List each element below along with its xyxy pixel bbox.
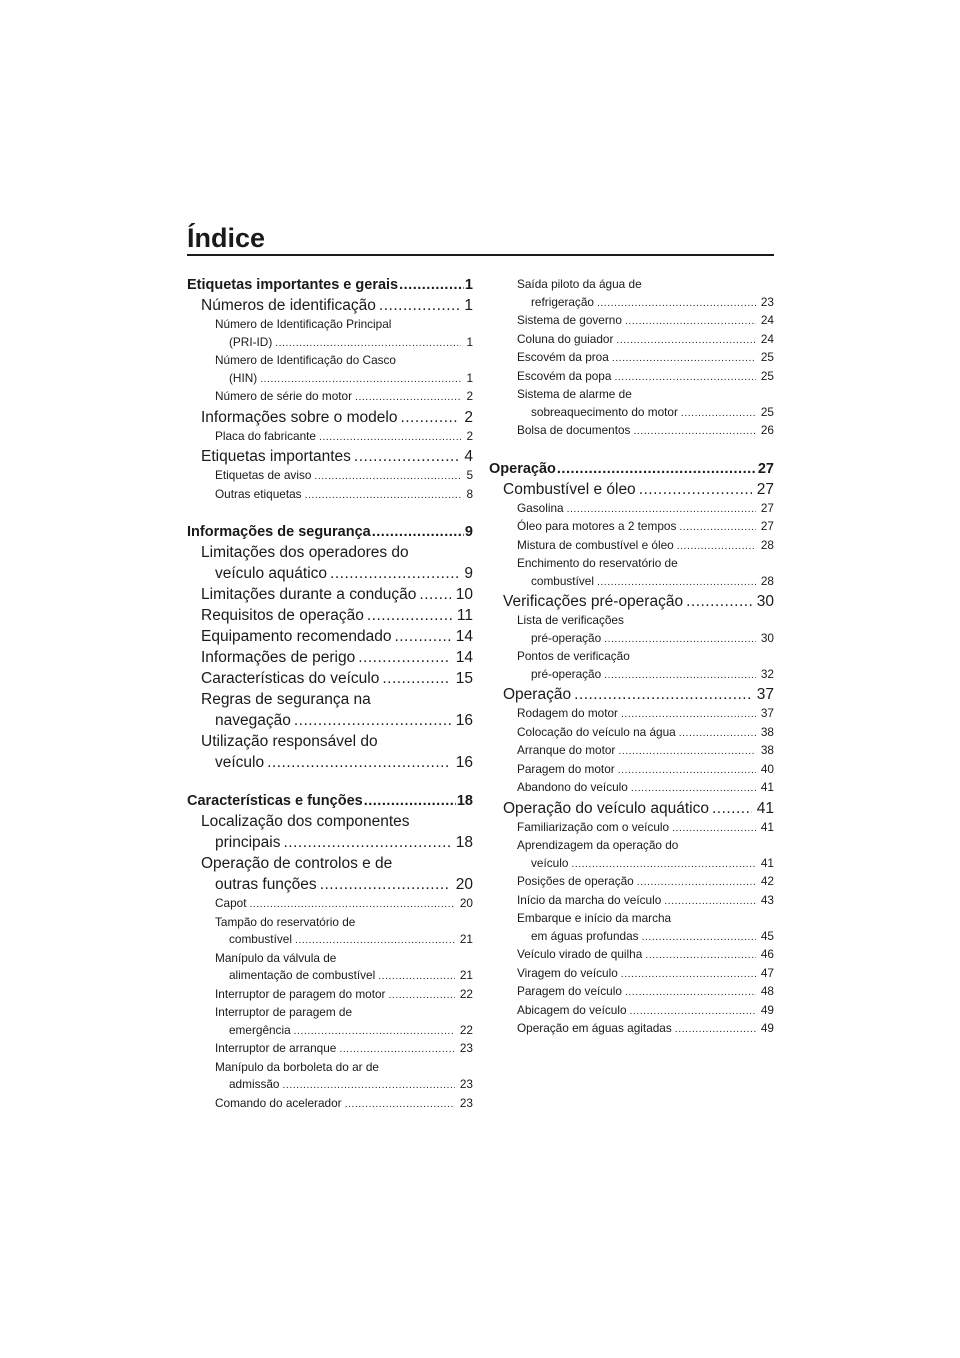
toc-page-number: 41: [756, 799, 774, 817]
toc-subsection[interactable]: [489, 630, 774, 649]
toc-page-number: 21: [459, 968, 473, 982]
toc-section[interactable]: [187, 605, 473, 626]
toc-subsection[interactable]: [489, 312, 774, 331]
dot-leader: [612, 350, 756, 368]
toc-page-number: 48: [760, 984, 774, 998]
toc-page-number: 20: [459, 896, 473, 910]
dot-leader: [339, 1041, 455, 1059]
toc-entry-text: Arranque do motor: [517, 743, 616, 757]
toc-section[interactable]: [187, 563, 473, 584]
dot-leader: [642, 929, 756, 947]
toc-page-number: 27: [760, 500, 774, 515]
toc-section[interactable]: [187, 446, 473, 467]
toc-entry-text: Etiquetas importantes: [201, 448, 351, 465]
toc-entry-text: Veículo virado de quilha: [517, 947, 643, 961]
toc-entry-text: Paragem do veículo: [517, 984, 622, 998]
toc-entry-text: Número de Identificação Principal: [215, 317, 392, 331]
toc-page-number: 41: [760, 855, 774, 870]
toc-page-number: 23: [459, 1095, 473, 1110]
toc-entry-text: Abicagem do veículo: [517, 1002, 627, 1017]
toc-page-number: 28: [760, 537, 774, 552]
dot-leader: [379, 295, 459, 316]
toc-entry-text: Características e funções: [187, 793, 363, 809]
toc-entry-text: principais: [215, 834, 281, 851]
dot-leader: [400, 407, 459, 428]
dot-leader: [382, 668, 450, 689]
toc-page-number: 38: [760, 724, 774, 739]
toc-section[interactable]: [489, 684, 774, 705]
toc-section[interactable]: [187, 626, 473, 647]
toc-section[interactable]: [489, 798, 774, 819]
toc-entry-text: Interruptor de arranque: [215, 1041, 337, 1055]
toc-page-number: 9: [464, 565, 473, 582]
toc-entry-text: Lista de verificações: [517, 613, 624, 627]
toc-page-number: 1: [464, 297, 473, 314]
toc-page-number: 43: [760, 892, 774, 907]
toc-page-number: 22: [459, 986, 473, 1001]
toc-page-number: 10: [455, 586, 473, 603]
dot-leader: [604, 631, 756, 649]
toc-section[interactable]: [187, 874, 473, 895]
toc-entry-text: em águas profundas: [531, 928, 639, 943]
dot-leader: [367, 605, 452, 626]
toc-section[interactable]: [187, 731, 473, 752]
toc-entry-text: veículo: [531, 855, 569, 870]
toc-section[interactable]: [187, 584, 473, 605]
toc-entry-text: pré-operação: [531, 666, 602, 681]
toc-page-number: 16: [455, 712, 473, 729]
toc-subsection[interactable]: [489, 761, 774, 780]
dot-leader: [295, 932, 455, 950]
dot-leader: [389, 987, 455, 1005]
dot-leader: [378, 968, 455, 986]
dot-leader: [320, 874, 451, 895]
toc-chapter[interactable]: [187, 276, 473, 295]
title-rule: [187, 254, 774, 256]
toc-subsection[interactable]: [187, 1040, 473, 1059]
toc-subsection[interactable]: [489, 422, 774, 441]
toc-entry-text: Equipamento recomendado: [201, 628, 392, 645]
toc-entry-text: Número de série do motor: [215, 389, 353, 403]
dot-leader: [597, 574, 756, 592]
toc-subsection[interactable]: [489, 666, 774, 685]
toc-subsection[interactable]: [489, 819, 774, 838]
toc-subsection[interactable]: [489, 855, 774, 874]
toc-entry-text: Informações de perigo: [201, 649, 356, 666]
toc-page-number: 21: [459, 932, 473, 946]
toc-section[interactable]: [489, 591, 774, 612]
toc-subsection[interactable]: [489, 1020, 774, 1039]
toc-page-number: 49: [760, 1021, 774, 1035]
toc-subsection[interactable]: [187, 428, 473, 447]
toc-subsection[interactable]: [489, 1002, 774, 1021]
page-title: Índice: [187, 223, 266, 253]
toc-subsection[interactable]: [187, 1004, 473, 1022]
dot-leader: [686, 591, 752, 612]
dot-leader: [399, 276, 464, 295]
toc-entry-text: Viragem do veículo: [517, 965, 618, 980]
toc-entry-text: navegação: [215, 712, 291, 729]
toc-entry-text: Requisitos de operação: [201, 607, 364, 624]
toc-entry-text: combustível: [531, 573, 594, 588]
toc-entry-text: Interruptor de paragem do motor: [215, 986, 386, 1001]
toc-page-number: 28: [760, 573, 774, 588]
toc-entry-text: Comando do acelerador: [215, 1095, 342, 1110]
toc-page-number: 45: [760, 928, 774, 943]
toc-subsection[interactable]: [489, 910, 774, 928]
toc-section[interactable]: [187, 752, 473, 773]
toc-entry-text: alimentação de combustível: [229, 968, 376, 982]
toc-entry-text: Embarque e início da marcha: [517, 911, 672, 925]
toc-subsection[interactable]: [489, 837, 774, 855]
dot-leader: [557, 460, 757, 479]
toc-entry-text: (PRI-ID): [229, 334, 273, 349]
dot-leader: [633, 423, 755, 441]
toc-page-number: 23: [459, 1077, 473, 1091]
toc-entry-text: Regras de segurança na: [201, 691, 371, 708]
toc-entry-text: Operação: [503, 686, 572, 703]
toc-entry-text: Características do veículo: [201, 670, 380, 687]
toc-entry-text: emergência: [229, 1022, 291, 1037]
toc-page-number: 1: [466, 334, 473, 349]
toc-entry-text: Familiarização com o veículo: [517, 819, 670, 834]
toc-subsection[interactable]: [187, 1059, 473, 1077]
toc-entry-text: Etiquetas importantes e gerais: [187, 277, 399, 293]
dot-leader: [630, 1003, 756, 1021]
dot-leader: [267, 752, 451, 773]
toc-entry-text: Operação: [489, 460, 556, 477]
toc-subsection[interactable]: [187, 986, 473, 1005]
toc-subsection[interactable]: [187, 950, 473, 968]
toc-chapter[interactable]: [187, 523, 473, 542]
toc-entry-text: pré-operação: [531, 630, 602, 645]
toc-entry-text: Números de identificação: [201, 297, 376, 314]
dot-leader: [372, 523, 464, 542]
toc-subsection[interactable]: [489, 612, 774, 630]
toc-section[interactable]: [187, 647, 473, 668]
toc-subsection[interactable]: [489, 349, 774, 368]
toc-entry-text: Operação de controlos e de: [201, 855, 393, 872]
section-gap: [187, 773, 473, 792]
toc-entry-text: Pontos de verificação: [517, 649, 630, 663]
toc-subsection[interactable]: [489, 724, 774, 743]
toc-page-number: 38: [760, 743, 774, 757]
dot-leader: [275, 335, 461, 353]
toc-page-number: 2: [466, 428, 473, 443]
dot-leader: [681, 405, 756, 423]
dot-leader: [679, 725, 756, 743]
toc-page-number: 25: [760, 404, 774, 419]
toc-subsection[interactable]: [489, 294, 774, 313]
toc-page-number: 18: [456, 793, 473, 809]
toc-entry-text: Colocação do veículo na água: [517, 724, 676, 739]
toc-page-number: 46: [760, 947, 774, 961]
toc-chapter[interactable]: [187, 792, 473, 811]
dot-leader: [679, 519, 756, 537]
toc-entry-text: Placa do fabricante: [215, 428, 316, 443]
dot-leader: [571, 856, 755, 874]
toc-entry-text: Operação em águas agitadas: [517, 1021, 672, 1035]
toc-page-number: 30: [756, 593, 774, 610]
dot-leader: [597, 295, 756, 313]
toc-page-number: 14: [455, 628, 473, 645]
dot-leader: [637, 874, 756, 892]
toc-subsection[interactable]: [187, 895, 473, 914]
toc-subsection[interactable]: [187, 352, 473, 370]
toc-page-number: 27: [756, 480, 774, 498]
dot-leader: [319, 429, 461, 447]
toc-section[interactable]: [187, 295, 473, 316]
dot-leader: [621, 966, 756, 984]
toc-subsection[interactable]: [489, 276, 774, 294]
toc-page-number: 24: [760, 331, 774, 346]
toc-entry-text: outras funções: [215, 876, 317, 893]
toc-entry-text: Combustível e óleo: [503, 480, 636, 498]
toc-entry-text: combustível: [229, 932, 292, 946]
toc-entry-text: Óleo para motores a 2 tempos: [517, 519, 677, 533]
toc-section[interactable]: [187, 832, 473, 853]
toc-section[interactable]: [187, 689, 473, 710]
toc-entry-text: Limitações durante a condução: [201, 586, 417, 603]
dot-leader: [614, 369, 755, 387]
toc-subsection[interactable]: [187, 388, 473, 407]
toc-subsection[interactable]: [489, 331, 774, 350]
dot-leader: [305, 487, 462, 505]
toc-section[interactable]: [187, 853, 473, 874]
toc-subsection[interactable]: [187, 334, 473, 353]
toc-page-number: 20: [455, 876, 473, 893]
toc-subsection[interactable]: [187, 1076, 473, 1095]
dot-leader: [394, 626, 450, 647]
toc-entry-text: Bolsa de documentos: [517, 423, 631, 437]
section-gap: [187, 504, 473, 523]
toc-entry-text: Início da marcha do veículo: [517, 892, 662, 907]
toc-page-number: 25: [760, 368, 774, 383]
dot-leader: [625, 984, 756, 1002]
toc-entry-text: Outras etiquetas: [215, 486, 302, 501]
toc-section[interactable]: [489, 479, 774, 500]
toc-page-number: 49: [760, 1002, 774, 1017]
toc-section[interactable]: [187, 407, 473, 428]
toc-entry-text: Manípulo da borboleta do ar de: [215, 1059, 379, 1074]
toc-entry-text: refrigeração: [531, 294, 594, 309]
toc-entry-text: Abandono do veículo: [517, 780, 628, 794]
toc-page-number: 8: [466, 486, 473, 501]
toc-subsection[interactable]: [489, 983, 774, 1002]
dot-leader: [249, 896, 454, 914]
toc-column-left: [187, 276, 473, 1113]
toc-entry-text: Posições de operação: [517, 874, 634, 888]
dot-leader: [645, 947, 756, 965]
dot-leader: [639, 479, 752, 500]
toc-page-number: 26: [760, 423, 774, 437]
dot-leader: [664, 893, 756, 911]
toc-section[interactable]: [187, 668, 473, 689]
toc-entry-text: Sistema de alarme de: [517, 387, 632, 401]
toc-page-number: 37: [756, 686, 774, 703]
toc-page-number: 40: [760, 761, 774, 776]
toc-subsection[interactable]: [187, 1095, 473, 1114]
toc-subsection[interactable]: [489, 705, 774, 724]
toc-entry-text: Escovém da popa: [517, 368, 612, 383]
dot-leader: [631, 780, 756, 798]
dot-leader: [283, 832, 450, 853]
toc-entry-text: Informações de segurança: [187, 524, 371, 540]
toc-page-number: 23: [760, 294, 774, 309]
dot-leader: [672, 820, 756, 838]
toc-page-number: 15: [455, 670, 473, 687]
toc-chapter[interactable]: [489, 460, 774, 479]
section-gap: [489, 441, 774, 460]
toc-page-number: 1: [464, 277, 473, 293]
toc-subsection[interactable]: [187, 1022, 473, 1041]
dot-leader: [618, 743, 756, 761]
dot-leader: [618, 762, 756, 780]
toc-page-number: 42: [760, 874, 774, 888]
toc-entry-text: Capot: [215, 896, 247, 910]
toc-entry-text: Etiquetas de aviso: [215, 468, 312, 482]
toc-subsection[interactable]: [489, 648, 774, 666]
toc-page-number: 16: [455, 754, 473, 771]
toc-subsection[interactable]: [489, 368, 774, 387]
toc-subsection[interactable]: [489, 965, 774, 984]
toc-entry-text: admissão: [229, 1077, 280, 1091]
toc-subsection[interactable]: [489, 742, 774, 761]
dot-leader: [260, 371, 461, 389]
toc-page-number: 11: [456, 607, 473, 624]
toc-page-number: 18: [455, 834, 473, 851]
toc-subsection[interactable]: [489, 537, 774, 556]
toc-subsection[interactable]: [187, 370, 473, 389]
toc-entry-text: Escovém da proa: [517, 350, 609, 364]
toc-page-number: 25: [760, 350, 774, 364]
toc-entry-text: sobreaquecimento do motor: [531, 404, 678, 419]
toc-page-number: 24: [760, 313, 774, 327]
toc-subsection[interactable]: [489, 779, 774, 798]
toc-subsection[interactable]: [489, 928, 774, 947]
toc-page-number: 41: [760, 819, 774, 834]
toc-page-number: 2: [464, 408, 473, 426]
dot-leader: [675, 1021, 756, 1039]
toc-entry-text: veículo: [215, 754, 265, 771]
dot-leader: [364, 792, 456, 811]
toc-page-number: 23: [459, 1041, 473, 1055]
toc-subsection[interactable]: [489, 386, 774, 404]
toc-subsection[interactable]: [187, 914, 473, 932]
dot-leader: [354, 446, 459, 467]
dot-leader: [283, 1077, 455, 1095]
dot-leader: [574, 684, 752, 705]
toc-section[interactable]: [187, 710, 473, 731]
toc-subsection[interactable]: [489, 573, 774, 592]
toc-entry-text: Enchimento do reservatório de: [517, 556, 678, 570]
toc-entry-text: Paragem do motor: [517, 761, 615, 776]
toc-entry-text: veículo aquático: [215, 565, 328, 582]
toc-subsection[interactable]: [489, 555, 774, 573]
dot-leader: [621, 706, 756, 724]
dot-leader: [677, 538, 756, 556]
dot-leader: [355, 389, 461, 407]
toc-page-number: 41: [760, 780, 774, 794]
toc-subsection[interactable]: [489, 518, 774, 537]
toc-entry-text: Verificações pré-operação: [503, 593, 684, 610]
toc-page-number: 30: [760, 630, 774, 645]
toc-entry-text: Número de Identificação do Casco: [215, 353, 396, 367]
dot-leader: [345, 1096, 455, 1114]
toc-entry-text: Informações sobre o modelo: [201, 408, 398, 426]
toc-entry-text: Saída piloto da água de: [517, 277, 642, 291]
toc-entry-text: Mistura de combustível e óleo: [517, 537, 674, 552]
toc-subsection[interactable]: [187, 316, 473, 334]
toc-entry-text: Aprendizagem da operação do: [517, 838, 679, 852]
toc-entry-text: Sistema de governo: [517, 313, 622, 327]
toc-entry-text: Coluna do guiador: [517, 331, 614, 346]
dot-leader: [604, 667, 756, 685]
toc-entry-text: Operação do veículo aquático: [503, 799, 709, 817]
toc-entry-text: Gasolina: [517, 500, 564, 515]
toc-column-right: [489, 276, 774, 1039]
toc-entry-text: (HIN): [229, 370, 258, 385]
dot-leader: [294, 1023, 455, 1041]
dot-leader: [314, 468, 461, 486]
toc-subsection[interactable]: [187, 467, 473, 486]
toc-subsection[interactable]: [187, 967, 473, 986]
toc-entry-text: Tampão do reservatório de: [215, 914, 356, 929]
dot-leader: [616, 332, 755, 350]
toc-subsection[interactable]: [489, 404, 774, 423]
dot-leader: [294, 710, 451, 731]
toc-page-number: 5: [466, 468, 473, 482]
toc-entry-text: Localização dos componentes: [201, 813, 410, 830]
toc-page-number: 32: [760, 666, 774, 681]
toc-section[interactable]: [187, 811, 473, 832]
dot-leader: [625, 313, 756, 331]
toc-page-number: 27: [757, 460, 774, 477]
dot-leader: [712, 798, 752, 819]
dot-leader: [330, 563, 459, 584]
toc-entry-text: Rodagem do motor: [517, 706, 618, 720]
dot-leader: [419, 584, 450, 605]
toc-entry-text: Interruptor de paragem de: [215, 1005, 353, 1019]
toc-entry-text: Utilização responsável do: [201, 733, 378, 750]
toc-page-number: 37: [760, 706, 774, 720]
toc-page-number: 27: [760, 519, 774, 533]
toc-subsection[interactable]: [489, 892, 774, 911]
toc-page-number: 47: [760, 965, 774, 980]
toc-section[interactable]: [187, 542, 473, 563]
dot-leader: [358, 647, 451, 668]
toc-subsection[interactable]: [489, 946, 774, 965]
dot-leader: [567, 501, 756, 519]
toc-subsection[interactable]: [489, 873, 774, 892]
toc-page-number: 9: [464, 524, 473, 540]
toc-page-number: 1: [466, 370, 473, 385]
toc-page-number: 22: [459, 1022, 473, 1037]
toc-page-number: 4: [464, 448, 473, 465]
toc-entry-text: Limitações dos operadores do: [201, 544, 409, 561]
toc-page-number: 2: [466, 389, 473, 403]
toc-subsection[interactable]: [489, 500, 774, 519]
toc-subsection[interactable]: [187, 931, 473, 950]
toc-page-number: 14: [455, 649, 473, 666]
toc-entry-text: Manípulo da válvula de: [215, 950, 337, 965]
toc-subsection[interactable]: [187, 486, 473, 505]
